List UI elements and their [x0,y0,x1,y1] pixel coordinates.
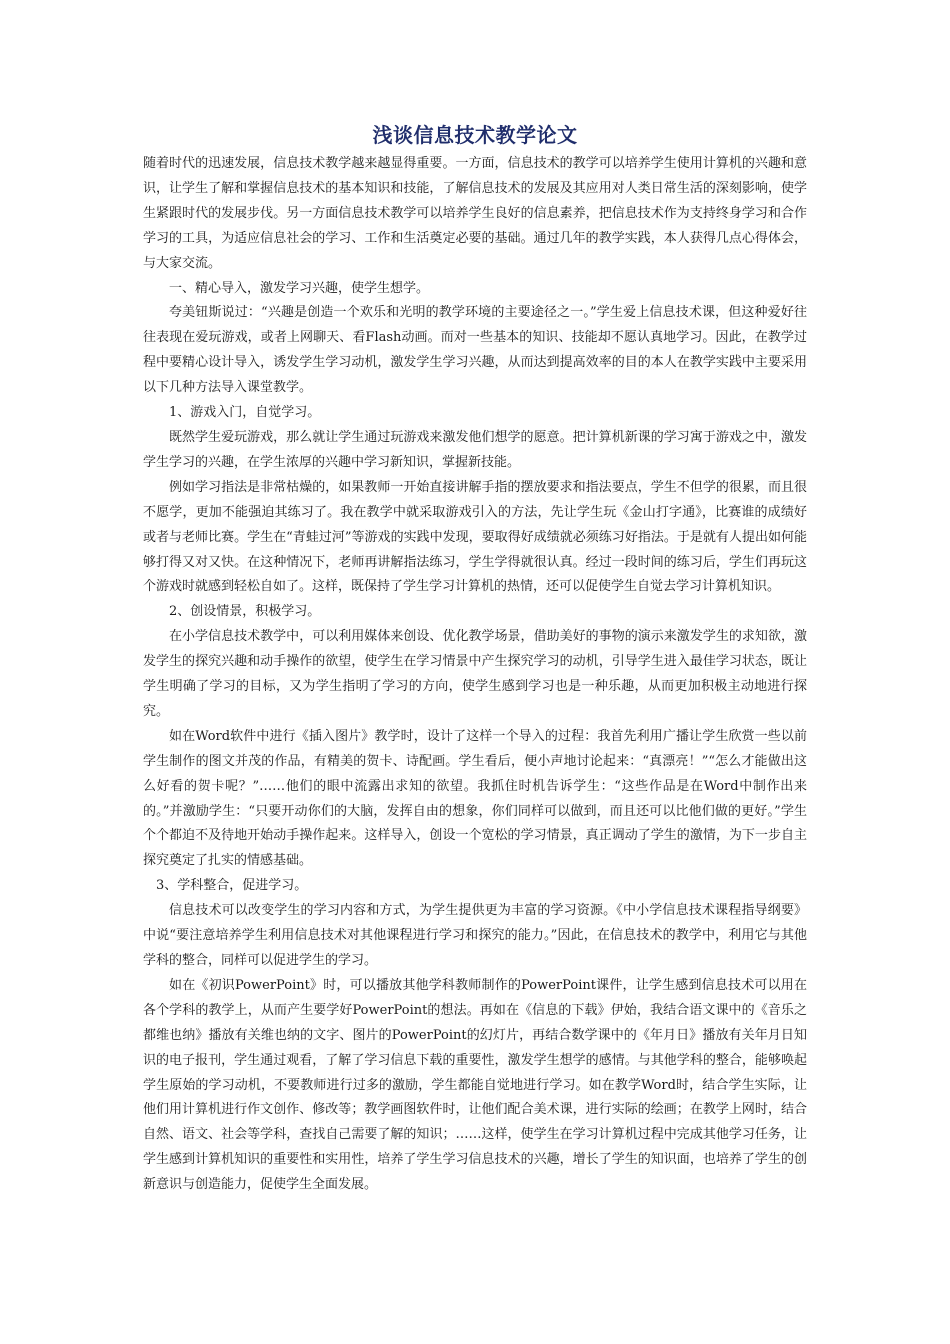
paragraph: 如在Word软件中进行《插入图片》教学时，设计了这样一个导入的过程：我首先利用广播让学生欣赏一些以前学生制作的图文并茂的作品，有精美的贺卡、诗配画。学生看后，便小声地讨论起来：“真漂亮！”“怎么才能做出这么好看的贺卡呢？”……他们的眼中流露出求知的欲望。我抓住时机告诉学生：“这些作品是在Word中制作出来的。”并激励学生：“只要开动你们的大脑，发挥自由的想象，你们同样可以做到，而且还可以比他们做的更好。”学生个个都迫不及待地开始动手操作起来。这样导入，创设一个宽松的学习情景，真正调动了学生的激情，为下一步自主探究奠定了扎实的情感基础。 [143,728,807,869]
section-heading: 一、精心导入，激发学习兴趣，使学生想学。 [169,280,430,296]
subsection-heading: 3、学科整合，促进学习。 [156,878,308,894]
document-page [143,118,807,1198]
paragraph: 在小学信息技术教学中，可以利用媒体来创设、优化教学场景，借助美好的事物的演示来激发学生的求知欲，激发学生的探究兴趣和动手操作的欲望，使学生在学习情景中产生探究学习的动机，引导学生进入最佳学习状态，既让学生明确了学习的目标，又为学生指明了学习的方向，使学生感到学习也是一种乐趣，从而更加积极主动地进行探究。 [143,629,807,719]
subsection-heading: 2、创设情景，积极学习。 [169,604,321,620]
document-body [143,152,807,1198]
paragraph: 信息技术可以改变学生的学习内容和方式，为学生提供更为丰富的学习资源。《中小学信息技术课程指导纲要》中说“要注意培养学生利用信息技术对其他课程进行学习和探究的能力。”因此，在信息技术的教学中，利用它与其他学科的整合，同样可以促进学生的学习。 [143,903,807,968]
paragraph: 如在《初识PowerPoint》时，可以播放其他学科教师制作的PowerPoint课件，让学生感到信息技术可以用在各个学科的教学上，从而产生要学好PowerPoint的想法。再如在《信息的下载》伊始，我结合语文课中的《音乐之都维也纳》播放有关维也纳的文字、图片的PowerPoint的幻灯片，再结合数学课中的《年月日》播放有关年月日知识的电子报刊，学生通过观看，了解了学习信息下载的重要性，激发学生想学的感情。与其他学科的整合，能够唤起学生原始的学习动机，不要教师进行过多的激励，学生都能自觉地进行学习。如在教学Word时，结合学生实际，让他们用计算机进行作文创作、修改等；教学画图软件时，让他们配合美术课，进行实际的绘画；在教学上网时，结合自然、语文、社会等学科，查找自己需要了解的知识；……这样，使学生在学习计算机过程中完成其他学习任务，让学生感到计算机知识的重要性和实用性，培养了学生学习信息技术的兴趣，增长了学生的知识面，也培养了学生的创新意识与创造能力，促使学生全面发展。 [143,977,807,1193]
document-title: 浅谈信息技术教学论文 [372,123,578,147]
paragraph: 例如学习指法是非常枯燥的，如果教师一开始直接讲解手指的摆放要求和指法要点，学生不但学的很累，而且很不愿学，更加不能强迫其练习了。我在教学中就采取游戏引入的方法，先让学生玩《金山打字通》，比赛谁的成绩好或者与老师比赛。学生在“青蛙过河”等游戏的实践中发现，要取得好成绩就必须练习好指法。于是就有人提出如何能够打得又对又快。在这种情况下，老师再讲解指法练习，学生学得就很认真。经过一段时间的练习后，学生们再玩这个游戏时就感到轻松自如了。这样，既保持了学生学习计算机的热情，还可以促使学生自觉去学习计算机知识。 [143,479,807,595]
paragraph: 既然学生爱玩游戏，那么就让学生通过玩游戏来激发他们想学的愿意。把计算机新课的学习寓于游戏之中，激发学生学习的兴趣，在学生浓厚的兴趣中学习新知识，掌握新技能。 [143,429,807,470]
paragraph: 随着时代的迅速发展，信息技术教学越来越显得重要。一方面，信息技术的教学可以培养学生使用计算机的兴趣和意识，让学生了解和掌握信息技术的基本知识和技能，了解信息技术的发展及其应用对人类日常生活的深刻影响，使学生紧跟时代的发展步伐。另一方面信息技术教学可以培养学生良好的信息素养，把信息技术作为支持终身学习和合作学习的工具，为适应信息社会的学习、工作和生活奠定必要的基础。通过几年的教学实践，本人获得几点心得体会，与大家交流。 [143,156,807,271]
subsection-heading: 1、游戏入门，自觉学习。 [169,405,321,421]
paragraph: 夸美钮斯说过：“兴趣是创造一个欢乐和光明的教学环境的主要途径之一。”学生爱上信息技术课，但这种爱好往往表现在爱玩游戏，或者上网聊天、看Flash动画。而对一些基本的知识、技能却不愿认真地学习。因此，在教学过程中要精心设计导入，诱发学生学习动机，激发学生学习兴趣，从而达到提高效率的目的本人在教学实践中主要采用以下几种方法导入课堂教学。 [143,305,807,396]
